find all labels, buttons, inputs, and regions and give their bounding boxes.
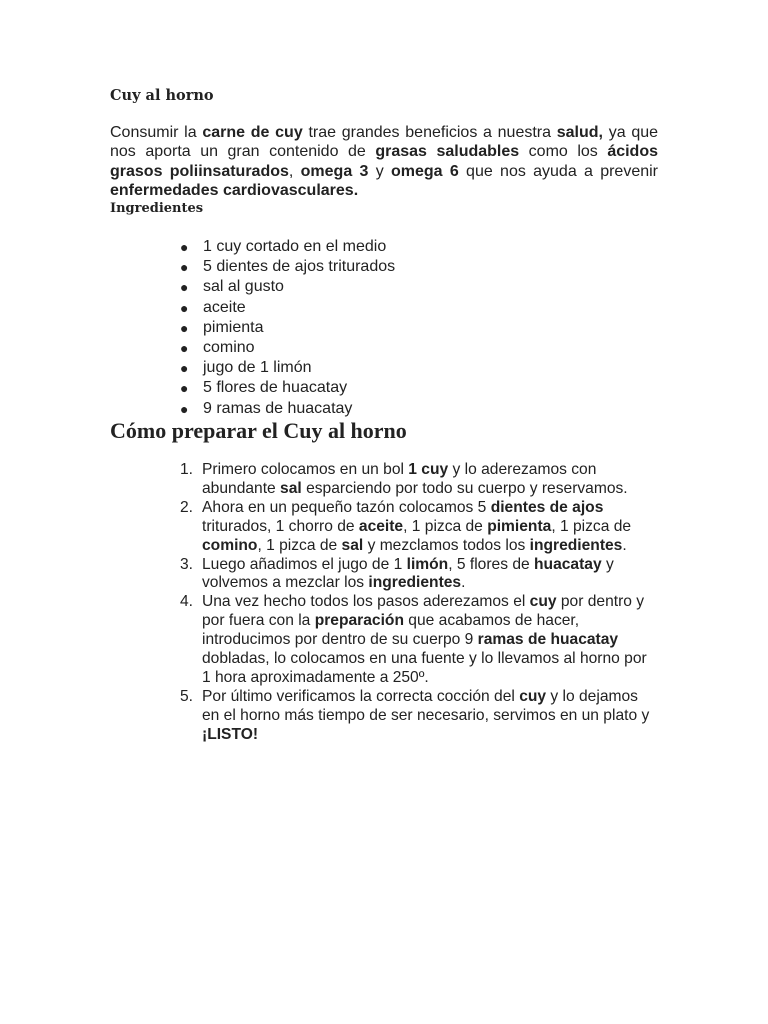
text-run: como los (519, 143, 608, 161)
text-run: . (622, 536, 627, 554)
ingredient-item (180, 237, 395, 257)
bold-text: omega 6 (391, 162, 459, 180)
text-run: , 1 pizca de (403, 517, 488, 535)
bold-text: ingredientes (368, 574, 462, 592)
bold-text: aceite (358, 517, 404, 535)
text-run: por dentro y por fuera con la (202, 593, 645, 630)
bold-text: cuy (519, 687, 547, 705)
text-run: que nos ayuda a prevenir (458, 162, 659, 180)
text-run: Primero colocamos en un bol (202, 461, 409, 478)
step-text (202, 461, 628, 497)
bold-text: preparación (314, 612, 404, 630)
text-run: y mezclamos todos los (363, 536, 530, 554)
bullet-icon: ● (180, 340, 189, 357)
bold-text: ¡LISTO! (202, 725, 259, 743)
bullet-icon: ● (180, 259, 189, 276)
text-run: esparciendo por todo su cuerpo y reservamos. (301, 479, 628, 497)
ingredient-text: 9 ramas de huacatay (203, 399, 353, 417)
step-item (180, 461, 650, 499)
step-text (202, 688, 649, 743)
ingredient-item (180, 257, 395, 277)
text-run: , (288, 162, 301, 180)
bold-text: limón (406, 555, 449, 573)
bold-text: huacatay (534, 555, 602, 573)
bold-text: cuy (529, 593, 557, 611)
bold-text: grasas saludables (375, 143, 520, 161)
ingredient-item (180, 358, 395, 378)
text-run: Una vez hecho todos los pasos aderezamos el (202, 593, 530, 611)
step-item (180, 556, 650, 594)
bold-text: sal (341, 536, 364, 554)
text-run: , 5 flores de (448, 555, 535, 573)
ingredient-text: comino (203, 339, 255, 357)
text-run: y lo dejamos en el horno más tiempo de ser necesario, servimos en un plato y (202, 687, 650, 724)
step-number: 3. (180, 555, 194, 573)
intro-paragraph (110, 123, 658, 201)
bold-text: salud, (556, 124, 603, 141)
bold-text: ramas de huacatay (477, 631, 619, 649)
text-run: Por último verificamos la correcta cocción del (202, 687, 520, 705)
text-run: triturados, 1 chorro de (202, 517, 359, 535)
step-item (180, 499, 650, 556)
bullet-icon: ● (180, 380, 189, 397)
bullet-icon: ● (180, 400, 189, 417)
preparation-heading: Cómo preparar el Cuy al horno (110, 418, 407, 443)
ingredients-heading: Ingredientes (110, 201, 204, 216)
step-item (180, 593, 650, 688)
ingredient-text: aceite (203, 298, 246, 316)
step-number: 5. (180, 687, 194, 705)
text-run: Consumir la (110, 124, 203, 141)
ingredient-text: jugo de 1 limón (203, 359, 312, 377)
bold-text: 1 cuy (408, 461, 449, 478)
bold-text: enfermedades cardiovasculares. (110, 182, 359, 200)
bullet-icon: ● (180, 239, 189, 255)
bold-text: omega 3 (300, 162, 369, 180)
steps-list (180, 461, 650, 745)
ingredient-text: pimienta (203, 318, 264, 336)
step-text (202, 499, 631, 554)
ingredients-list (180, 237, 395, 419)
ingredient-text: 5 dientes de ajos triturados (203, 258, 396, 276)
ingredient-text: 5 flores de huacatay (203, 379, 348, 397)
bold-text: carne de cuy (202, 124, 303, 141)
step-number: 4. (180, 593, 194, 611)
text-run: . (461, 574, 466, 592)
step-item (180, 688, 650, 745)
text-run: que acabamos de hacer, introducimos por dentro de su cuerpo 9 (202, 612, 580, 649)
bullet-icon: ● (180, 279, 189, 296)
ingredient-item (180, 338, 395, 358)
ingredient-text: 1 cuy cortado en el medio (203, 238, 387, 255)
text-run: Ahora en un pequeño tazón colocamos 5 (202, 498, 491, 516)
bold-text: ácidos grasos poliinsaturados (110, 143, 658, 180)
step-text (202, 593, 647, 686)
text-run: y lo aderezamos con abundante (202, 461, 597, 497)
bold-text: sal (280, 479, 302, 497)
bullet-icon: ● (180, 319, 189, 336)
bold-text: ingredientes (529, 536, 623, 554)
text-run: , 1 pizca de (551, 517, 632, 535)
ingredient-item (180, 318, 395, 338)
text-run: y (368, 162, 391, 180)
recipe-title: Cuy al horno (110, 87, 214, 104)
bold-text: pimienta (487, 517, 552, 535)
ingredient-item (180, 378, 395, 398)
text-run: dobladas, lo colocamos en una fuente y lo llevamos al horno por 1 hora aproximadamente a 250º. (202, 650, 647, 686)
ingredient-text: sal al gusto (203, 278, 284, 296)
text-run: ya que nos aporta un gran contenido de (110, 124, 659, 161)
step-number: 2. (180, 498, 194, 516)
text-run: y volvemos a mezclar los (202, 555, 614, 592)
text-run: , 1 pizca de (257, 536, 342, 554)
text-run: Luego añadimos el jugo de 1 (202, 555, 407, 573)
step-number: 1. (180, 461, 194, 478)
bullet-icon: ● (180, 360, 189, 377)
ingredient-item (180, 277, 395, 297)
bold-text: comino (202, 536, 258, 554)
ingredient-item (180, 298, 395, 318)
step-text (202, 556, 614, 592)
text-run: trae grandes beneficios a nuestra (302, 124, 557, 141)
bold-text: dientes de ajos (490, 498, 604, 516)
bullet-icon: ● (180, 299, 189, 316)
